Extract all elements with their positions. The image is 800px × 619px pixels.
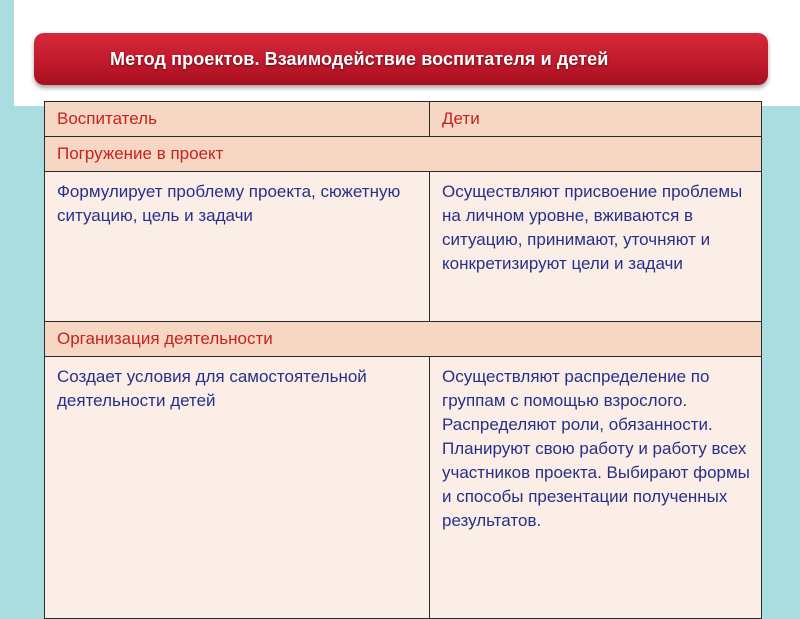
teacher-cell: Создает условия для самостоятельной деятельности детей bbox=[45, 357, 430, 619]
header-teacher: Воспитатель bbox=[45, 102, 430, 137]
table-row bbox=[45, 357, 762, 619]
table-row bbox=[45, 172, 762, 322]
section-row bbox=[45, 322, 762, 357]
section-label: Погружение в проект bbox=[45, 137, 762, 172]
children-cell: Осуществляют распределение по группам с помощью взрослого. Распределяют роли, обязанности. Планируют свою работу и работу всех участников проекта. Выбирают формы и способы презентации полученных результатов. bbox=[430, 357, 762, 619]
table-header-row bbox=[45, 102, 762, 137]
children-cell: Осуществляют присвоение проблемы на личном уровне, вживаются в ситуацию, принимают, уточняют и конкретизируют цели и задачи bbox=[430, 172, 762, 322]
section-label: Организация деятельности bbox=[45, 322, 762, 357]
section-row bbox=[45, 137, 762, 172]
interaction-table bbox=[44, 101, 762, 619]
teacher-cell: Формулирует проблему проекта, сюжетную ситуацию, цель и задачи bbox=[45, 172, 430, 322]
title-banner bbox=[34, 33, 768, 85]
slide-title: Метод проектов. Взаимодействие воспитателя и детей bbox=[110, 48, 609, 69]
header-children: Дети bbox=[430, 102, 762, 137]
